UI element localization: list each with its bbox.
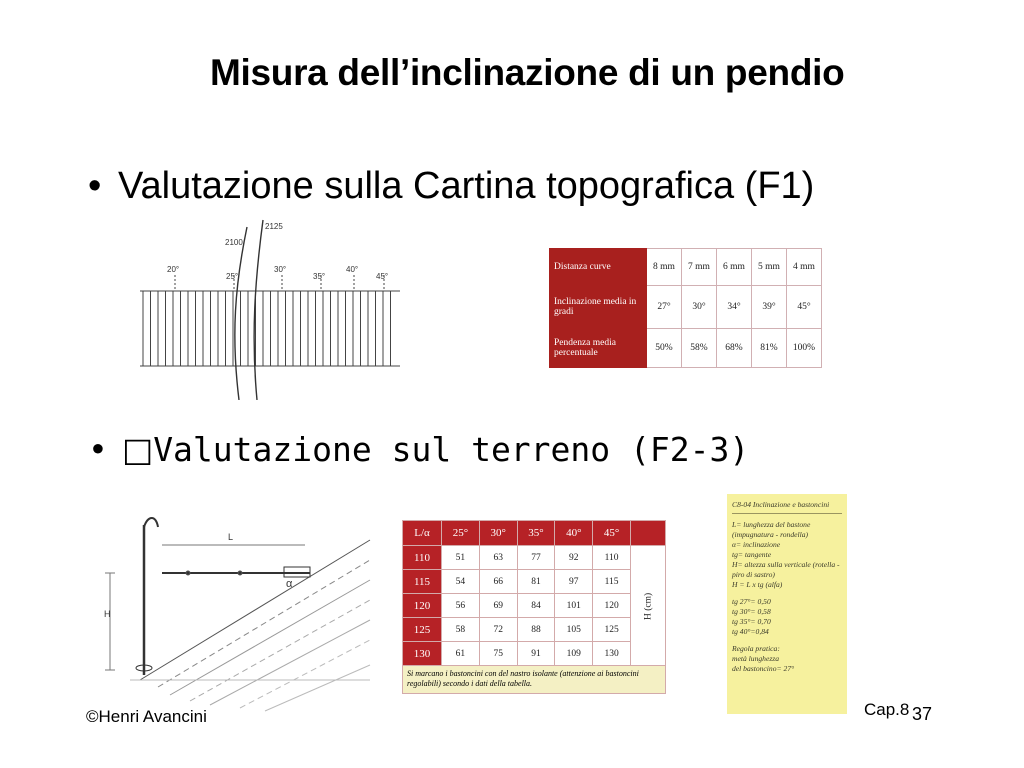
bullet-text: Valutazione sulla Cartina topografica (F1): [118, 165, 815, 207]
table-row: [550, 249, 822, 286]
corner-header: L/α: [403, 521, 442, 546]
bullet-field-measurement: [88, 430, 749, 469]
note-line: tg 30°= 0,58: [732, 607, 771, 616]
table-cell: 81: [517, 570, 555, 594]
table-cell: 81%: [752, 329, 787, 368]
table-row: [403, 594, 666, 618]
table-row: [403, 618, 666, 642]
angle-label-45: 45°: [376, 272, 389, 281]
footer-page-number: 37: [912, 704, 933, 724]
table-cell: 130: [593, 642, 631, 666]
angle-label-30: 30°: [274, 265, 287, 274]
table-cell: 7 mm: [682, 249, 717, 286]
table-cell: 66: [479, 570, 517, 594]
footer-chapter: Cap.8: [864, 700, 910, 719]
table-cell: 51: [442, 546, 480, 570]
note-line: tg 27°= 0,50: [732, 597, 771, 606]
row-header: Pendenza media percentuale: [550, 329, 647, 368]
note-line: tg= tangente: [732, 550, 772, 559]
table-cell: 61: [442, 642, 480, 666]
table-cell: 105: [555, 618, 593, 642]
table-row: [403, 570, 666, 594]
table-cell: 101: [555, 594, 593, 618]
table-row: [550, 286, 822, 329]
table-cell: 120: [593, 594, 631, 618]
table-cell: 27°: [647, 286, 682, 329]
table-note: Si marcano i bastoncini con del nastro isolante (attenzione ai bastoncini regolabili) secondo i dati della tabella.: [402, 666, 666, 694]
row-header: Inclinazione media in gradi: [550, 286, 647, 329]
ruler-ticks: [143, 291, 391, 366]
table-cell: 63: [479, 546, 517, 570]
contour-lines-diagram: [135, 215, 405, 400]
bullet-marker: •: [88, 430, 108, 469]
table-cell: 72: [479, 618, 517, 642]
inclination-notes-box: [727, 494, 847, 714]
footer-author: ©Henri Avancini: [86, 707, 207, 726]
missing-glyph-box: □: [122, 430, 154, 469]
column-header-blank: [631, 521, 666, 546]
angle-label-40: 40°: [346, 265, 359, 274]
note-line: tg 40°=0,84: [732, 627, 769, 636]
table-cell: 50%: [647, 329, 682, 368]
table-cell: 69: [479, 594, 517, 618]
table-cell: 4 mm: [787, 249, 822, 286]
label-H: H: [104, 609, 111, 619]
table-cell: 115: [593, 570, 631, 594]
table-header-row: [403, 521, 666, 546]
column-header: 40°: [555, 521, 593, 546]
angle-markers: [175, 275, 384, 291]
pole-grip: [144, 518, 158, 527]
row-header: Distanza curve: [550, 249, 647, 286]
note-line: H= altezza sulla verticale (rotella - piro di sastro): [732, 560, 840, 579]
table-cell: 6 mm: [717, 249, 752, 286]
table-cell: 34°: [717, 286, 752, 329]
table-cell: 109: [555, 642, 593, 666]
table-cell: 91: [517, 642, 555, 666]
height-unit-label: H (cm): [631, 546, 666, 666]
note-line: del bastoncino= 27°: [732, 664, 795, 673]
table-cell: 5 mm: [752, 249, 787, 286]
column-header: 30°: [479, 521, 517, 546]
table-cell: 125: [593, 618, 631, 642]
table-cell: 88: [517, 618, 555, 642]
table-cell: 77: [517, 546, 555, 570]
note-line: metà lunghezza: [732, 654, 780, 663]
note-line: tg 35°= 0,70: [732, 617, 771, 626]
table-cell: 58: [442, 618, 480, 642]
angle-label-35: 35°: [313, 272, 326, 281]
pole-height-table: [402, 520, 666, 696]
table-row: [403, 546, 666, 570]
row-header: 130: [403, 642, 442, 666]
contour-spacing-table: [549, 248, 822, 368]
table-cell: 56: [442, 594, 480, 618]
column-header: 35°: [517, 521, 555, 546]
table-row: [550, 329, 822, 368]
column-header: 25°: [442, 521, 480, 546]
note-line: H = L x tg (alfa): [732, 580, 783, 589]
contour-label-2100: 2100: [225, 238, 243, 247]
angle-label-20: 20°: [167, 265, 180, 274]
note-line: Regola pratica:: [732, 644, 780, 653]
angle-label-25: 25°: [226, 272, 239, 281]
bullet-topographic-map: [88, 165, 814, 208]
note-line: α= inclinazione: [732, 540, 781, 549]
table-cell: 30°: [682, 286, 717, 329]
table-cell: 100%: [787, 329, 822, 368]
bullet-text: Valutazione sul terreno (F2-3): [153, 430, 750, 469]
table-cell: 58%: [682, 329, 717, 368]
table-cell: 75: [479, 642, 517, 666]
table-cell: 92: [555, 546, 593, 570]
table-cell: 97: [555, 570, 593, 594]
row-header: 110: [403, 546, 442, 570]
table-cell: 39°: [752, 286, 787, 329]
contour-label-2125: 2125: [265, 222, 283, 231]
notes-header: C8-04 Inclinazione e bastoncini: [732, 500, 842, 514]
table-cell: 8 mm: [647, 249, 682, 286]
ski-pole-slope-diagram: [100, 505, 375, 715]
slide-title: Misura dell’inclinazione di un pendio: [210, 52, 845, 93]
label-L: L: [228, 532, 234, 542]
table-cell: 45°: [787, 286, 822, 329]
slope-surface: [140, 540, 370, 680]
table-row: [403, 642, 666, 666]
column-header: 45°: [593, 521, 631, 546]
row-header: 115: [403, 570, 442, 594]
bullet-marker: •: [88, 165, 102, 207]
note-line: L= lunghezza del bastone (impugnatura - rondella): [732, 520, 811, 539]
label-alpha: α: [286, 578, 293, 590]
table-cell: 54: [442, 570, 480, 594]
table-cell: 84: [517, 594, 555, 618]
row-header: 125: [403, 618, 442, 642]
table-cell: 68%: [717, 329, 752, 368]
row-header: 120: [403, 594, 442, 618]
table-cell: 110: [593, 546, 631, 570]
